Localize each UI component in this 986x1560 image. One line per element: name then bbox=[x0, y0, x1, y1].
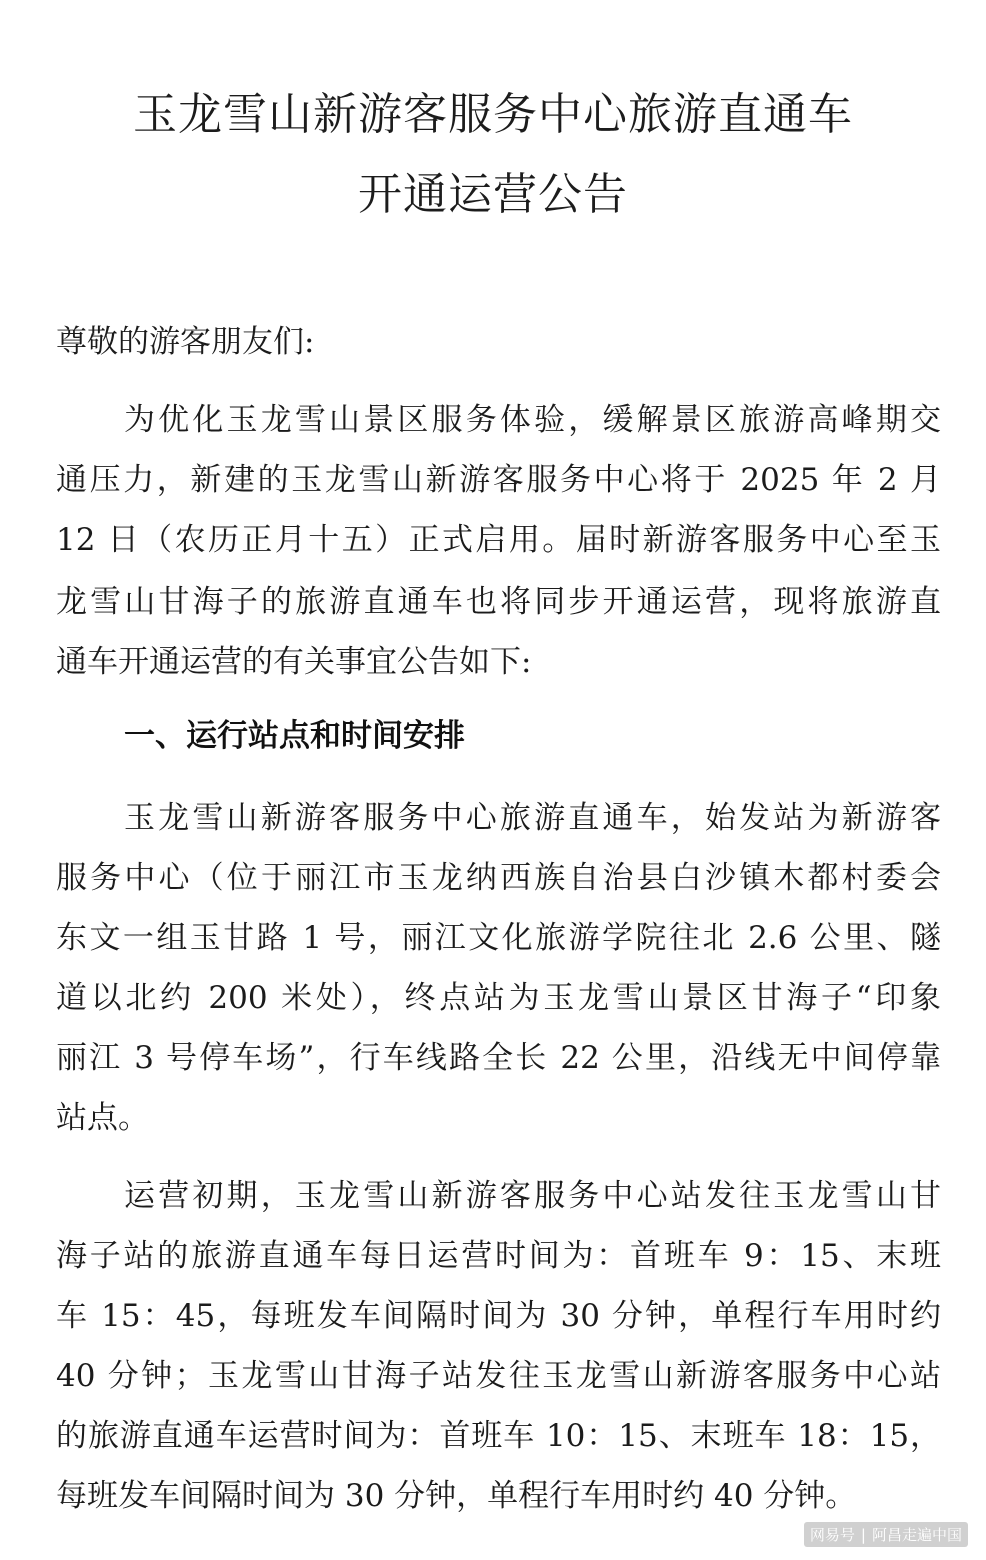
paragraph-line: 龙雪山甘海子的旅游直通车也将同步开通运营，现将旅游直 bbox=[56, 584, 941, 620]
paragraph-line: 丽江 3 号停车场”，行车线路全长 22 公里，沿线无中间停靠 bbox=[56, 1040, 941, 1076]
paragraph-line: 站点。 bbox=[56, 1100, 149, 1136]
document-title-line-1: 玉龙雪山新游客服务中心旅游直通车 bbox=[133, 89, 853, 140]
paragraph-line: 12 日（农历正月十五）正式启用。届时新游客服务中心至玉 bbox=[56, 522, 941, 558]
watermark-separator: | bbox=[860, 1526, 866, 1544]
watermark-author: 阿昌走遍中国 bbox=[871, 1526, 962, 1544]
paragraph-line: 通压力，新建的玉龙雪山新游客服务中心将于 2025 年 2 月 bbox=[56, 462, 941, 498]
paragraph-line: 运营初期，玉龙雪山新游客服务中心站发往玉龙雪山甘 bbox=[124, 1178, 941, 1214]
section-heading: 一、运行站点和时间安排 bbox=[124, 718, 465, 754]
paragraph-line: 为优化玉龙雪山景区服务体验，缓解景区旅游高峰期交 bbox=[124, 402, 941, 438]
paragraph-line: 每班发车间隔时间为 30 分钟，单程行车用时约 40 分钟。 bbox=[56, 1478, 857, 1514]
source-watermark bbox=[804, 1522, 968, 1547]
salutation: 尊敬的游客朋友们: bbox=[56, 324, 315, 360]
paragraph-line: 道以北约 200 米处），终点站为玉龙雪山景区甘海子“印象 bbox=[56, 980, 941, 1016]
watermark-source: 网易号 bbox=[809, 1526, 855, 1544]
paragraph-line: 通车开通运营的有关事宜公告如下: bbox=[56, 644, 532, 680]
paragraph-line: 40 分钟；玉龙雪山甘海子站发往玉龙雪山新游客服务中心站 bbox=[56, 1358, 941, 1394]
paragraph-line: 东文一组玉甘路 1 号，丽江文化旅游学院往北 2.6 公里、隧 bbox=[56, 920, 941, 956]
paragraph-line: 玉龙雪山新游客服务中心旅游直通车，始发站为新游客 bbox=[124, 800, 941, 836]
paragraph-line: 海子站的旅游直通车每日运营时间为：首班车 9：15、末班 bbox=[56, 1238, 941, 1274]
paragraph-line: 车 15：45，每班发车间隔时间为 30 分钟，单程行车用时约 bbox=[56, 1298, 941, 1334]
paragraph-line: 服务中心（位于丽江市玉龙纳西族自治县白沙镇木都村委会 bbox=[56, 860, 941, 896]
document-title-line-2: 开通运营公告 bbox=[358, 169, 628, 220]
paragraph-line: 的旅游直通车运营时间为：首班车 10：15、末班车 18：15， bbox=[56, 1418, 941, 1454]
